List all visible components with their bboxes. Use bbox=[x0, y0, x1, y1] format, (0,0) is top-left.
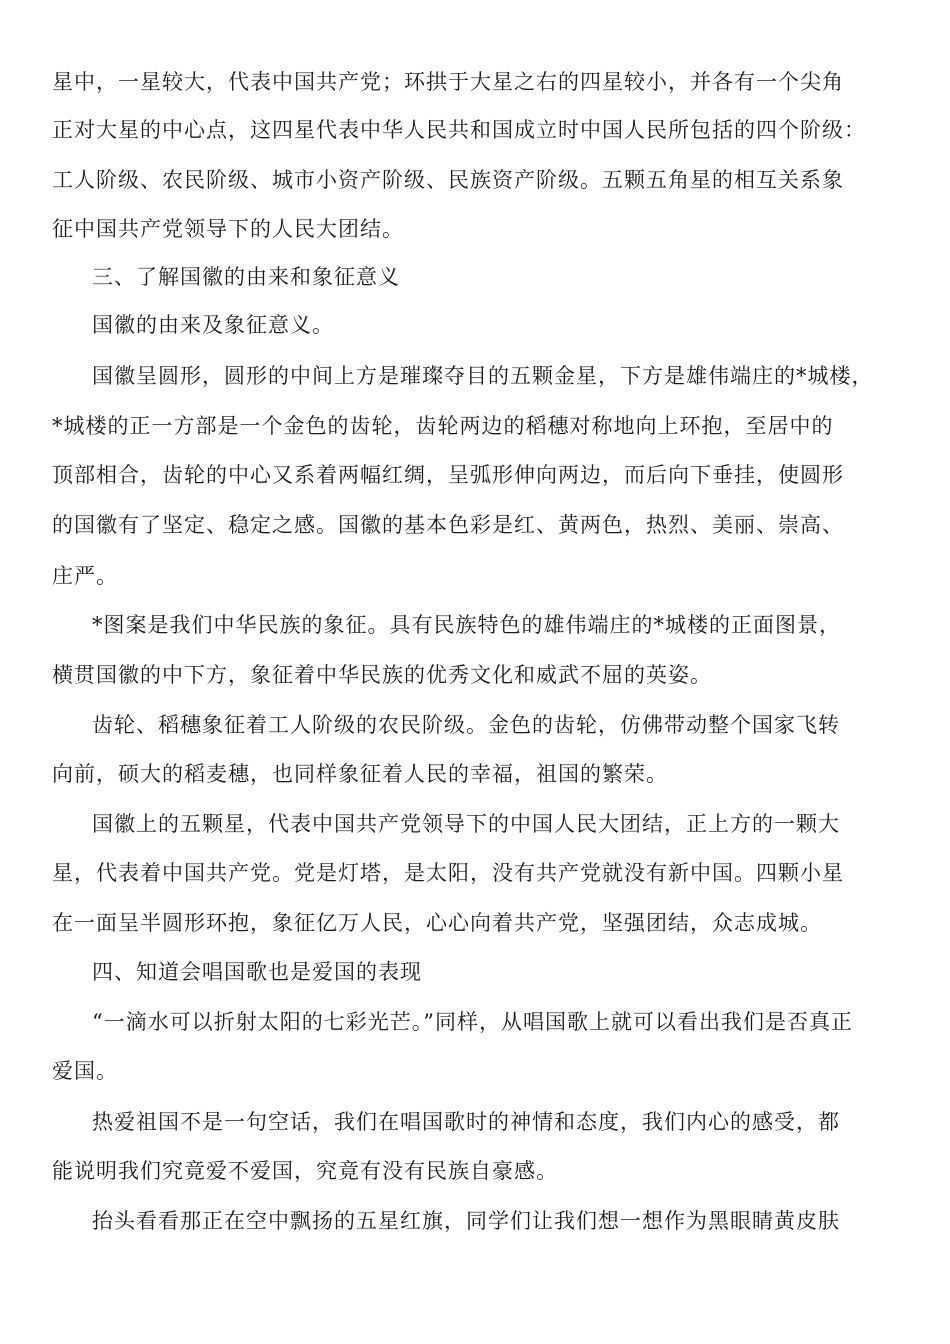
text-line: 国徽上的五颗星，代表中国共产党领导下的中国人民大团结，正上方的一颗大 bbox=[92, 812, 840, 836]
text-line: 能说明我们究竟爱不爱国，究竟有没有民族自豪感。 bbox=[52, 1159, 558, 1183]
text-line: 正对大星的中心点，这四星代表中华人民共和国成立时中国人民所包括的四个阶级： bbox=[52, 118, 866, 142]
text-line: 星，代表着中国共产党。党是灯塔，是太阳，没有共产党就没有新中国。四颗小星 bbox=[52, 861, 844, 885]
text-line: 爱国。 bbox=[52, 1059, 118, 1083]
section-heading: 三、了解国徽的由来和象征意义 bbox=[92, 265, 400, 289]
text-line: 向前，硕大的稻麦穗，也同样象征着人民的幸福，祖国的繁荣。 bbox=[52, 762, 668, 786]
text-line: *城楼的正一方部是一个金色的齿轮，齿轮两边的稻穗对称地向上环抱，至居中的 bbox=[52, 414, 834, 438]
text-line: 征中国共产党领导下的人民大团结。 bbox=[52, 217, 404, 241]
text-line: 齿轮、稻穗象征着工人阶级的农民阶级。金色的齿轮，仿佛带动整个国家飞转 bbox=[92, 713, 840, 737]
section-heading: 四、知道会唱国歌也是爱国的表现 bbox=[92, 960, 422, 984]
text-line: *图案是我们中华民族的象征。具有民族特色的雄伟端庄的*城楼的正面图景， bbox=[92, 613, 841, 637]
text-line: 国徽呈圆形，圆形的中间上方是璀璨夺目的五颗金星，下方是雄伟端庄的*城楼， bbox=[92, 364, 874, 388]
text-line: 顶部相合，齿轮的中心又系着两幅红绸，呈弧形伸向两边，而后向下垂挂，使圆形 bbox=[52, 463, 844, 487]
text-line: 热爱祖国不是一句空话，我们在唱国歌时的神情和态度，我们内心的感受，都 bbox=[92, 1110, 840, 1134]
text-line: “一滴水可以折射太阳的七彩光芒。”同样，从唱国歌上就可以看出我们是否真正 bbox=[92, 1010, 853, 1034]
text-line: 工人阶级、农民阶级、城市小资产阶级、民族资产阶级。五颗五角星的相互关系象 bbox=[52, 168, 844, 192]
text-line: 星中，一星较大，代表中国共产党；环拱于大星之右的四星较小，并各有一个尖角 bbox=[52, 70, 844, 94]
text-line: 抬头看看那正在空中飘扬的五星红旗，同学们让我们想一想作为黑眼睛黄皮肤 bbox=[92, 1209, 840, 1233]
text-line: 国徽的由来及象征意义。 bbox=[92, 313, 334, 337]
text-line: 横贯国徽的中下方，象征着中华民族的优秀文化和威武不屈的英姿。 bbox=[52, 663, 712, 687]
text-line: 的国徽有了坚定、稳定之感。国徽的基本色彩是红、黄两色，热烈、美丽、崇高、 bbox=[52, 513, 844, 537]
text-line: 庄严。 bbox=[52, 564, 118, 588]
text-line: 在一面呈半圆形环抱，象征亿万人民，心心向着共产党，坚强团结，众志成城。 bbox=[52, 911, 822, 935]
